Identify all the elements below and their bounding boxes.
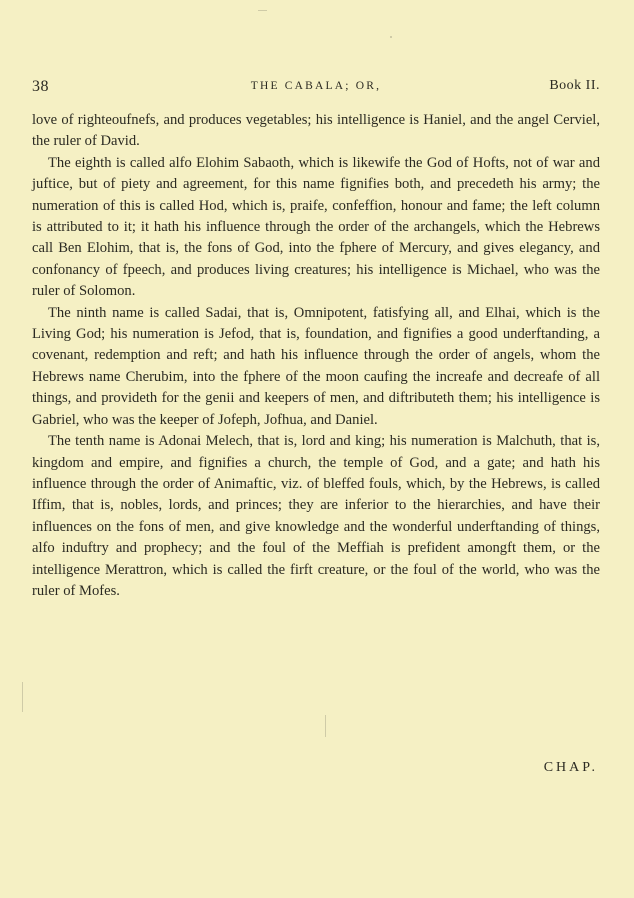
page-number: 38 bbox=[32, 78, 49, 95]
paragraph-tenth-name: The tenth name is Adonai Melech, that is, lord and king; his numeration is Malchuth, that is, kingdom and empire, and fignifies a church, the temple of God, and a gate; and hath his influence through the order of Animaftic, viz. of bleffed fouls, which, by the Hebrews, is called Iffim, that is, nobles, lords, and princes; they are inferior to the hierarchies, and have their influences on the fons of men, and give knowledge and the wonderful underftanding of things, alfo induftry and prophecy; and the foul of the Meffiah is prefident amongft them, or the intelligence Merattron, which is called the firft creature, or the foul of the world, who was the ruler of Mofes. bbox=[32, 433, 600, 599]
running-head: THE CABALA; OR, bbox=[250, 80, 382, 92]
scan-speck bbox=[325, 715, 326, 737]
body-text bbox=[32, 110, 600, 602]
page-header bbox=[32, 78, 600, 102]
paragraph-ninth-name: The ninth name is called Sadai, that is, Omnipotent, fatisfying all, and Elhai, which is the Living God; his numeration is Jefod, that is, foundation, and fignifies a good underftanding, a covenant, redemption and reft; and hath his influence through the order of angels, whom the Hebrews name Cherubim, into the fphere of the moon caufing the increafe and decreafe of all things, and provideth for the genii and keepers of men, and diftributeth them; his intelligence is Gabriel, who was the keeper of Jofeph, Jofhua, and Daniel. bbox=[32, 304, 600, 428]
book-number: Book II. bbox=[549, 78, 600, 93]
paragraph-continued: love of righteoufnefs, and produces vegetables; his intelligence is Haniel, and the angel Cerviel, the ruler of David. bbox=[32, 112, 600, 150]
catchword: CHAP. bbox=[543, 760, 598, 775]
scan-speck bbox=[258, 10, 267, 11]
scan-speck bbox=[390, 36, 392, 38]
scan-speck bbox=[22, 682, 23, 712]
paragraph-eighth-name: The eighth is called alfo Elohim Sabaoth, which is likewife the God of Hofts, not of war and juftice, but of piety and agreement, for this name fignifies both, and precedeth his army; the numeration of this is called Hod, which is, praife, confeffion, honour and fame; the left column is attributed to it; it hath his influence through the order of the archangels, which the Hebrews call Ben Elohim, that is, the fons of God, into the fphere of Mercury, and gives elegancy, and confonancy of fpeech, and produces living creatures; his intelligence is Michael, who was the ruler of Solomon. bbox=[32, 154, 600, 300]
